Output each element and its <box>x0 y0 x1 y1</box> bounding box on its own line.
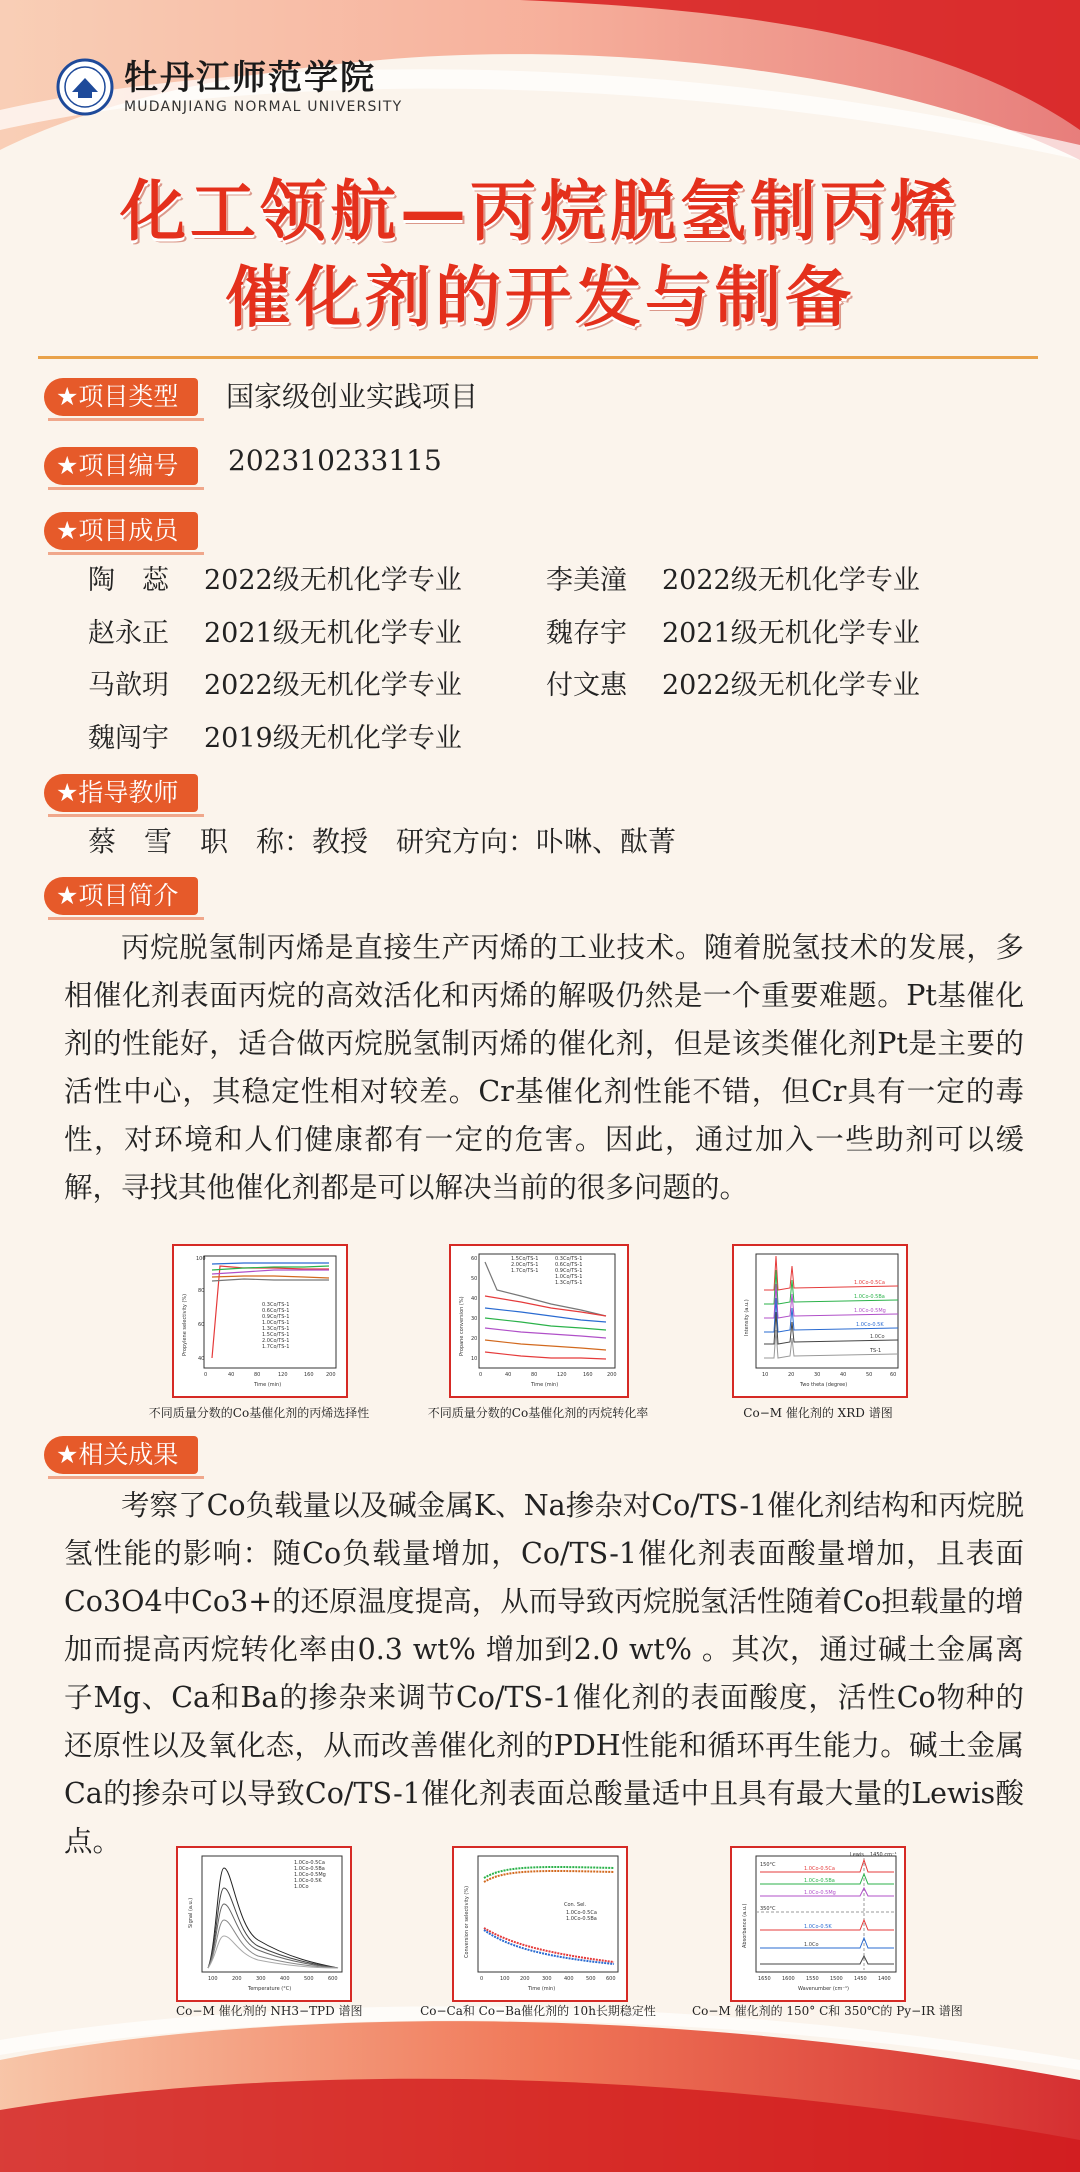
x-tick-label: 160 <box>583 1372 593 1378</box>
x-axis-label: Two theta (degree) <box>800 1382 848 1388</box>
x-tick-label: 600 <box>328 1976 338 1982</box>
x-axis-label: Time (min) <box>528 1986 556 1992</box>
x-tick-label: 40 <box>228 1372 235 1378</box>
legend-entry: 0.9Co/TS-1 <box>262 1314 290 1320</box>
x-axis-label: Temperature (°C) <box>248 1986 292 1992</box>
x-tick-label: 600 <box>606 1976 616 1982</box>
member-item: 付文惠 2022级无机化学专业 <box>546 670 920 701</box>
x-tick-label: 200 <box>520 1976 530 1982</box>
x-tick-label: 100 <box>208 1976 218 1982</box>
x-tick-label: 0 <box>480 1976 484 1982</box>
x-tick-label: 40 <box>505 1372 512 1378</box>
intro-paragraph: 丙烷脱氢制丙烯是直接生产丙烯的工业技术。随着脱氢技术的发展，多相催化剂表面丙烷的高效活化和丙烯的解吸仍然是一个重要难题。Pt基催化剂的性能好，适合做丙烷脱氢制丙烯的催化剂，但是该类催化剂Pt是主要的活性中心，其稳定性相对较差。Cr基催化剂性能不错，但Cr具有一定的毒性，对环境和人们健康都有一定的危害。因此，通过加入一些助剂可以缓解，寻找其他催化剂都是可以解决当前的很多问题的。 <box>64 931 1024 1204</box>
member-item: 魏闯宇 2019级无机化学专业 <box>88 723 462 754</box>
legend-entry: 0.9Co/TS-1 <box>555 1268 583 1274</box>
x-tick-label: 300 <box>256 1976 266 1982</box>
figure-caption: 不同质量分数的Co基催化剂的丙烷转化率 <box>427 1406 649 1420</box>
x-tick-label: 1650 <box>758 1976 771 1982</box>
legend-entry: 1.3Co/TS-1 <box>262 1326 290 1332</box>
legend-entry: 1.0Co-0.5Ca <box>294 1860 325 1866</box>
poster-title-line1: 化工领航—丙烷脱氢制丙烯 <box>120 173 960 250</box>
x-tick-label: 400 <box>564 1976 574 1982</box>
legend-entry: 1.0Co-0.5Ca <box>804 1866 835 1872</box>
x-tick-label: 200 <box>232 1976 242 1982</box>
legend-entry: 1.0Co-0.5Ba <box>804 1878 835 1884</box>
legend-entry: 1.0Co-0.5Ba <box>854 1294 885 1300</box>
school-name-cn: 牡丹江师范学院 <box>124 58 376 98</box>
y-tick-label: 60 <box>198 1322 205 1328</box>
legend-entry: 1.7Co/TS-1 <box>262 1344 290 1350</box>
figure-nh3-tpd <box>176 1846 363 2018</box>
y-axis-label: Intensity (a.u.) <box>744 1299 750 1336</box>
annotation-150c: 150°C <box>760 1862 776 1868</box>
legend-entry: 1.0Co-0.5Mg <box>804 1890 836 1896</box>
member-item: 陶 蕊 2022级无机化学专业 <box>88 565 462 596</box>
x-axis-label: Time (min) <box>531 1382 559 1388</box>
x-tick-label: 120 <box>557 1372 567 1378</box>
annotation-350c: 350°C <box>760 1906 776 1912</box>
legend-entry: 1.0Co-0.5Mg <box>294 1872 326 1878</box>
x-tick-label: 30 <box>814 1372 821 1378</box>
member-item: 马歆玥 2022级无机化学专业 <box>88 670 462 701</box>
x-tick-label: 160 <box>304 1372 314 1378</box>
legend-entry: 1.0Co <box>294 1884 309 1890</box>
figure-caption: Co−M 催化剂的 XRD 谱图 <box>743 1406 893 1420</box>
figure-caption: Co−M 催化剂的 NH3−TPD 谱图 <box>176 2004 363 2018</box>
legend-entry: 1.0Co <box>804 1942 819 1948</box>
legend-entry: 1.0Co-0.5Ba <box>566 1916 597 1922</box>
x-axis-label: Time (min) <box>254 1382 282 1388</box>
legend-entry: 1.0Co <box>870 1334 885 1340</box>
member-item: 李美潼 2022级无机化学专业 <box>546 565 920 596</box>
annotation-wavenumber: 1450 cm⁻¹ <box>870 1852 897 1858</box>
y-axis-label: Propylene selectivity (%) <box>182 1293 188 1356</box>
section-tag-results: ★相关成果 <box>44 1436 198 1474</box>
x-tick-label: 500 <box>304 1976 314 1982</box>
y-axis-label: Signal (a.u.) <box>188 1897 194 1928</box>
x-tick-label: 100 <box>500 1976 510 1982</box>
x-tick-label: 300 <box>542 1976 552 1982</box>
legend-entry: 1.5Co/TS-1 <box>511 1256 539 1262</box>
section-tag-intro: ★项目简介 <box>44 877 198 915</box>
figure-py-ir <box>692 1846 963 2018</box>
legend-entry: 1.3Co/TS-1 <box>555 1280 583 1286</box>
y-axis-label: Conversion or selectivity (%) <box>464 1885 470 1958</box>
x-tick-label: 60 <box>890 1372 897 1378</box>
section-tag-advisor: ★指导教师 <box>44 774 198 812</box>
section-tag-code: ★项目编号 <box>44 447 198 485</box>
x-tick-label: 400 <box>280 1976 290 1982</box>
project-code-value: 202310233115 <box>228 444 442 477</box>
member-item: 赵永正 2021级无机化学专业 <box>88 618 462 649</box>
legend-entry: 1.0Co-0.5K <box>856 1322 884 1328</box>
legend-title: Con. Sel. <box>564 1902 587 1908</box>
y-tick-label: 80 <box>198 1288 205 1294</box>
x-tick-label: 20 <box>788 1372 795 1378</box>
x-axis-label: Wavenumber (cm⁻¹) <box>798 1986 849 1992</box>
legend-entry: 2.0Co/TS-1 <box>511 1262 539 1268</box>
figure-caption: Co−Ca和 Co−Ba催化剂的 10h长期稳定性 <box>420 2004 656 2018</box>
legend-entry: 0.3Co/TS-1 <box>262 1302 290 1308</box>
x-tick-label: 1400 <box>878 1976 891 1982</box>
x-tick-label: 500 <box>586 1976 596 1982</box>
legend-entry: 1.5Co/TS-1 <box>262 1332 290 1338</box>
legend-entry: 0.3Co/TS-1 <box>555 1256 583 1262</box>
university-seal-icon <box>56 58 114 116</box>
legend-entry: TS-1 <box>870 1348 882 1354</box>
figure-caption: Co−M 催化剂的 150° C和 350℃的 Py−IR 谱图 <box>692 2004 963 2018</box>
y-tick-label: 20 <box>471 1336 478 1342</box>
x-tick-label: 80 <box>531 1372 538 1378</box>
section-tag-members: ★项目成员 <box>44 512 198 550</box>
project-type-value: 国家级创业实践项目 <box>226 380 479 413</box>
figure-propane-conversion <box>427 1244 649 1420</box>
legend-entry: 1.7Co/TS-1 <box>511 1268 539 1274</box>
y-tick-label: 40 <box>471 1296 478 1302</box>
x-tick-label: 200 <box>326 1372 336 1378</box>
y-tick-label: 30 <box>471 1316 478 1322</box>
advisor-text: 蔡 雪 职 称：教授 研究方向：卟啉、酞菁 <box>88 825 677 858</box>
y-axis-label: Propane conversion (%) <box>459 1296 465 1356</box>
poster-title-line2: 催化剂的开发与制备 <box>225 259 855 336</box>
figure-caption: 不同质量分数的Co基催化剂的丙烯选择性 <box>148 1406 370 1420</box>
legend-entry: 1.0Co-0.5Ca <box>854 1280 885 1286</box>
legend-entry: 2.0Co/TS-1 <box>262 1338 290 1344</box>
figure-xrd <box>732 1244 908 1420</box>
figure-stability <box>420 1846 656 2018</box>
member-item: 魏存宇 2021级无机化学专业 <box>546 618 920 649</box>
legend-entry: 0.6Co/TS-1 <box>555 1262 583 1268</box>
legend-entry: 1.0Co/TS-1 <box>262 1320 290 1326</box>
y-tick-label: 10 <box>471 1356 478 1362</box>
school-name-en: MUDANJIANG NORMAL UNIVERSITY <box>124 99 403 115</box>
x-tick-label: 120 <box>278 1372 288 1378</box>
y-axis-label: Absorbance (a.u.) <box>742 1903 748 1948</box>
x-tick-label: 40 <box>840 1372 847 1378</box>
legend-entry: 1.0Co/TS-1 <box>555 1274 583 1280</box>
title-divider <box>38 356 1038 359</box>
x-tick-label: 1600 <box>782 1976 795 1982</box>
x-tick-label: 200 <box>607 1372 617 1378</box>
legend-entry: 1.0Co-0.5Ca <box>566 1910 597 1916</box>
x-tick-label: 1550 <box>806 1976 819 1982</box>
x-tick-label: 50 <box>866 1372 873 1378</box>
y-tick-label: 50 <box>471 1276 478 1282</box>
results-paragraph: 考察了Co负载量以及碱金属K、Na掺杂对Co/TS-1催化剂结构和丙烷脱氢性能的影响：随Co负载量增加，Co/TS-1催化剂表面酸量增加，且表面Co3O4中Co3+的还原温度提高，从而导致丙烷脱氢活性随着Co担载量的增加而提高丙烷转化率由0.3 wt% 增加到2.0 wt% 。其次，通过碱土金属离子Mg、Ca和Ba的掺杂来调节Co/TS-1催化剂的表面酸度，活性Co物种的还原性以及氧化态，从而改善催化剂的PDH性能和循环再生能力。碱土金属Ca的掺杂可以导致Co/TS-1催化剂表面总酸量适中且具有最大量的Lewis酸点。 <box>64 1489 1024 1858</box>
legend-entry: 1.0Co-0.5Ba <box>294 1866 325 1872</box>
x-tick-label: 80 <box>254 1372 261 1378</box>
annotation-lewis: Lewis <box>850 1852 864 1858</box>
legend-entry: 1.0Co-0.5K <box>804 1924 832 1930</box>
x-tick-label: 1500 <box>830 1976 843 1982</box>
university-logo <box>56 58 402 116</box>
section-tag-type: ★项目类型 <box>44 378 198 416</box>
legend-entry: 1.0Co-0.5Mg <box>854 1308 886 1314</box>
y-tick-label: 60 <box>471 1256 478 1262</box>
figure-propylene-selectivity <box>148 1244 370 1420</box>
y-tick-label: 100 <box>196 1256 206 1262</box>
x-tick-label: 1450 <box>854 1976 867 1982</box>
x-tick-label: 0 <box>204 1372 208 1378</box>
y-tick-label: 40 <box>198 1356 205 1362</box>
x-tick-label: 10 <box>762 1372 769 1378</box>
x-tick-label: 0 <box>479 1372 483 1378</box>
legend-entry: 0.6Co/TS-1 <box>262 1308 290 1314</box>
legend-entry: 1.0Co-0.5K <box>294 1878 322 1884</box>
